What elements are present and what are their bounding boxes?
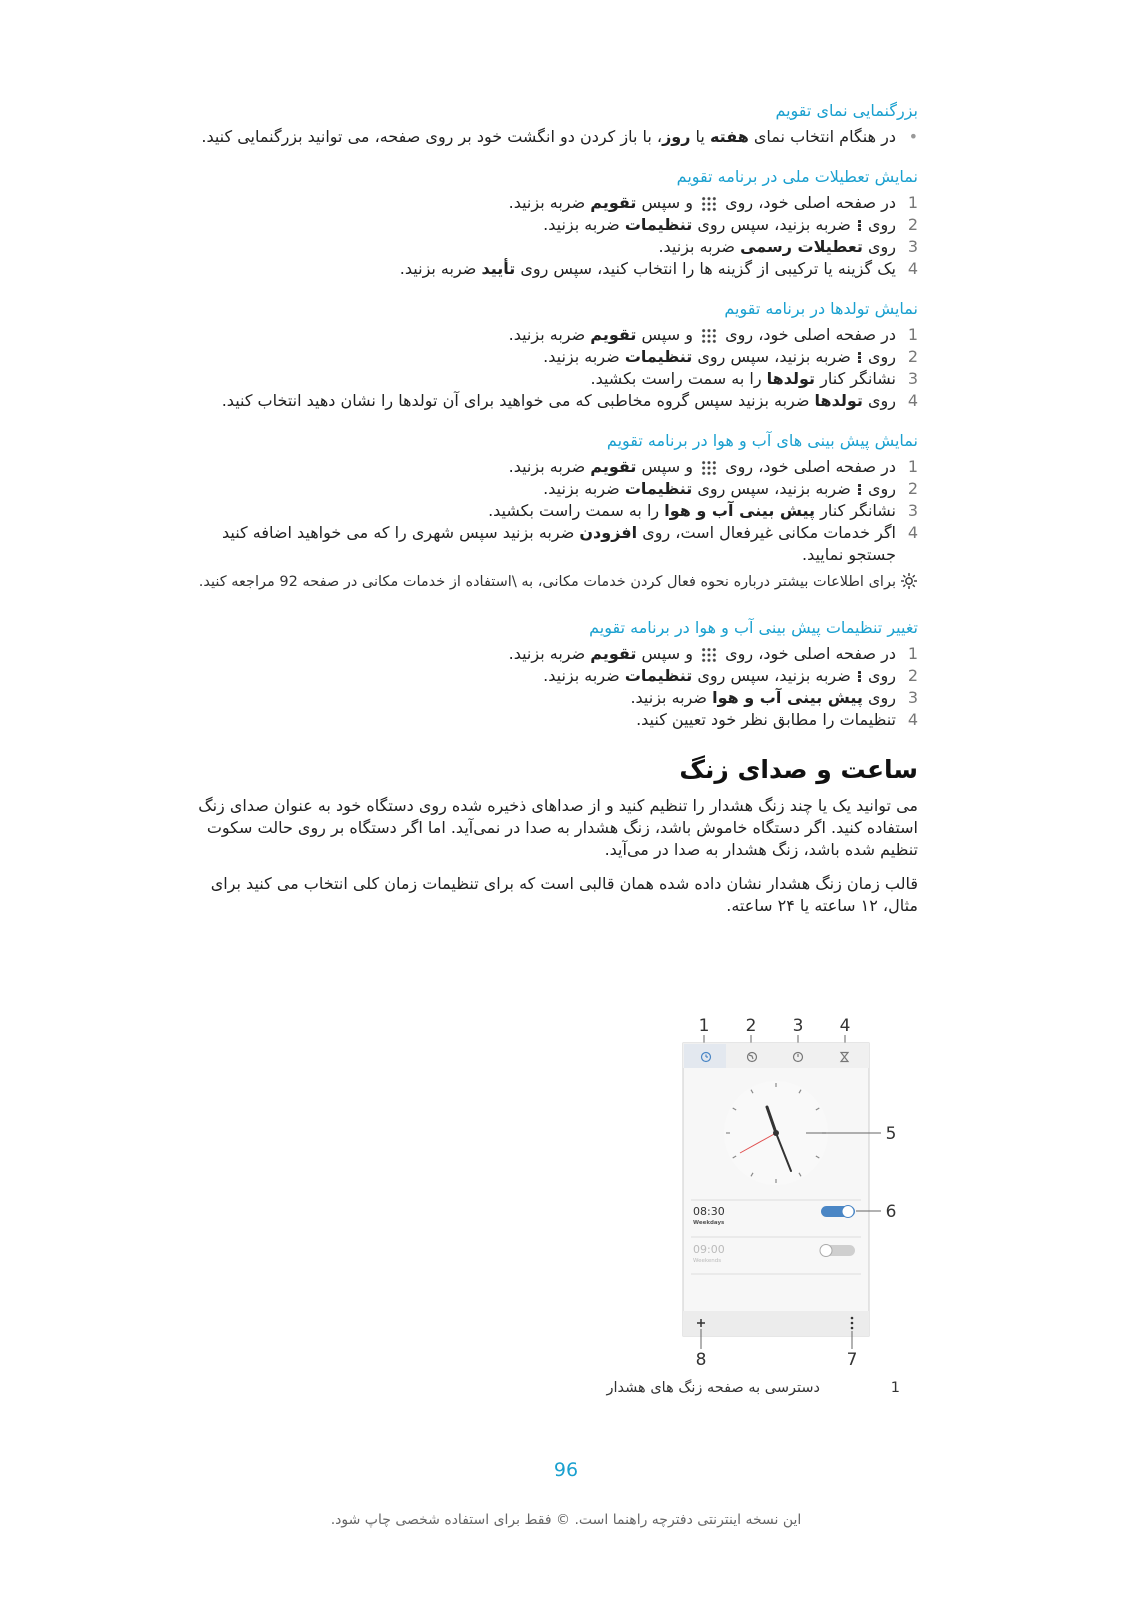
holidays-heading: نمایش تعطیلات ملی در برنامه تقویم bbox=[676, 167, 918, 186]
bullet-icon: • bbox=[908, 127, 918, 146]
apps-grid-icon bbox=[701, 196, 717, 212]
more-menu-icon bbox=[858, 670, 861, 683]
alarm-1-time: 08:30 bbox=[693, 1205, 725, 1218]
step-item: 3 روی پیش بینی آب و هوا ضربه بزنید. bbox=[630, 688, 918, 707]
zoom-text: در هنگام انتخاب نمای هفته یا روز، با باز کردن دو انگشت خود بر روی صفحه، می توانید بزرگنمایی کنید. bbox=[201, 127, 896, 146]
callout-1: 1 bbox=[698, 1016, 710, 1036]
zoom-section bbox=[190, 100, 918, 148]
legend-text: دسترسی به صفحه زنگ های هشدار bbox=[606, 1380, 820, 1396]
birthdays-heading: نمایش تولدها در برنامه تقویم bbox=[724, 299, 918, 318]
step-item: 2 روی ضربه بزنید، سپس روی تنظیمات ضربه بزنید. bbox=[543, 215, 918, 234]
tip-text: برای اطلاعات بیشتر درباره نحوه فعال کردن خدمات مکانی، به \استفاده از خدمات مکانی در صفحه 92 مراجعه کنید. bbox=[198, 574, 896, 590]
weather-settings-heading: تغییر تنظیمات پیش بینی آب و هوا در برنامه تقویم bbox=[589, 618, 918, 637]
step-item: 4 تنظیمات را مطابق نظر خود تعیین کنید. bbox=[636, 710, 918, 729]
legend-number: 1 bbox=[890, 1380, 900, 1396]
callout-2: 2 bbox=[745, 1016, 757, 1036]
step-item: 2 روی ضربه بزنید، سپس روی تنظیمات ضربه بزنید. bbox=[543, 347, 918, 366]
callout-3: 3 bbox=[792, 1016, 804, 1036]
weather-settings-section bbox=[190, 617, 918, 731]
weather-heading: نمایش پیش بینی های آب و هوا در برنامه تقویم bbox=[606, 431, 918, 450]
page-number: 96 bbox=[553, 1459, 579, 1481]
step-item: 4 روی تولدها ضربه بزنید سپس گروه مخاطبی که می خواهید برای آن تولدها را نشان دهید انتخاب کنید. bbox=[221, 391, 918, 410]
more-menu-icon bbox=[858, 351, 861, 364]
alarm-1-toggle[interactable] bbox=[821, 1206, 855, 1218]
step-item: 1 در صفحه اصلی خود، روی و سپس تقویم ضربه بزنید. bbox=[508, 457, 918, 476]
weather-section bbox=[190, 430, 918, 597]
clock-section bbox=[190, 755, 918, 917]
more-menu-icon bbox=[858, 219, 861, 232]
callout-4: 4 bbox=[839, 1016, 851, 1036]
callout-6: 6 bbox=[885, 1202, 897, 1222]
holidays-steps bbox=[190, 192, 918, 280]
more-menu-icon bbox=[858, 483, 861, 496]
weather-steps bbox=[190, 456, 918, 566]
bottom-bar bbox=[683, 1311, 869, 1336]
overflow-menu-icon[interactable] bbox=[851, 1317, 854, 1330]
step-item: 1 در صفحه اصلی خود، روی و سپس تقویم ضربه بزنید. bbox=[508, 325, 918, 344]
document-body bbox=[190, 100, 918, 929]
clock-paragraph-2: قالب زمان زنگ هشدار نشان داده شده همان قالبی است که برای تنظیمات زمان کلی انتخاب می کنید برای مثال، ۱۲ ساعته یا ۲۴ ساعته. bbox=[210, 874, 918, 915]
step-item: 1 در صفحه اصلی خود، روی و سپس تقویم ضربه بزنید. bbox=[508, 193, 918, 212]
footer-note: این نسخه اینترنتی دفترچه راهنما است. © فقط برای استفاده شخصی چاپ شود. bbox=[330, 1512, 802, 1528]
birthdays-section bbox=[190, 298, 918, 412]
step-item: 1 در صفحه اصلی خود، روی و سپس تقویم ضربه بزنید. bbox=[508, 644, 918, 663]
clock-heading: ساعت و صدای زنگ bbox=[679, 755, 918, 784]
apps-grid-icon bbox=[701, 647, 717, 663]
birthdays-steps bbox=[190, 324, 918, 412]
callout-5: 5 bbox=[885, 1124, 897, 1144]
callout-7: 7 bbox=[846, 1350, 858, 1370]
alarm-2-days: Weekends bbox=[693, 1258, 722, 1264]
zoom-bullet bbox=[190, 126, 918, 148]
clock-paragraph-1: می توانید یک یا چند زنگ هشدار را تنظیم کنید و از صداهای ذخیره شده روی دستگاه خود به عنوان صدای زنگ استفاده کنید. اگر دستگاه خاموش باشد، زنگ هشدار به صدا در نمی‌آید. اما اگر دستگاه بر روی حالت سکوت تنظیم شده باشد، زنگ هشدار به صدا در می‌آید. bbox=[198, 796, 918, 859]
alarm-1-days: Weekdays bbox=[693, 1220, 725, 1226]
step-item: 2 روی ضربه بزنید، سپس روی تنظیمات ضربه بزنید. bbox=[543, 666, 918, 685]
legend-item bbox=[560, 1380, 900, 1396]
step-item: 2 روی ضربه بزنید، سپس روی تنظیمات ضربه بزنید. bbox=[543, 479, 918, 498]
step-item: 3 نشانگر کنار تولدها را به سمت راست بکشید. bbox=[590, 369, 918, 388]
lightbulb-icon bbox=[896, 572, 918, 597]
step-item: 3 روی تعطیلات رسمی ضربه بزنید. bbox=[658, 237, 918, 256]
step-item: 3 نشانگر کنار پیش بینی آب و هوا را به سمت راست بکشید. bbox=[488, 501, 918, 520]
step-item: 4 اگر خدمات مکانی غیرفعال است، روی افزودن ضربه بزنید سپس شهری را که می خواهید اضافه کنید جستجو نمایید. bbox=[222, 523, 918, 564]
callout-8: 8 bbox=[695, 1350, 707, 1370]
alarm-2-toggle[interactable] bbox=[820, 1245, 855, 1257]
step-item: 4 یک گزینه یا ترکیبی از گزینه ها را انتخاب کنید، سپس روی تأیید ضربه بزنید. bbox=[399, 259, 918, 278]
zoom-heading: بزرگنمایی نمای تقویم bbox=[775, 101, 918, 120]
apps-grid-icon bbox=[701, 328, 717, 344]
tip-note bbox=[190, 572, 918, 597]
tab-alarm-selected bbox=[684, 1044, 726, 1068]
holidays-section bbox=[190, 166, 918, 280]
clock-app-figure bbox=[676, 1015, 916, 1370]
weather-settings-steps bbox=[190, 643, 918, 731]
apps-grid-icon bbox=[701, 460, 717, 476]
alarm-2-time: 09:00 bbox=[693, 1243, 725, 1256]
